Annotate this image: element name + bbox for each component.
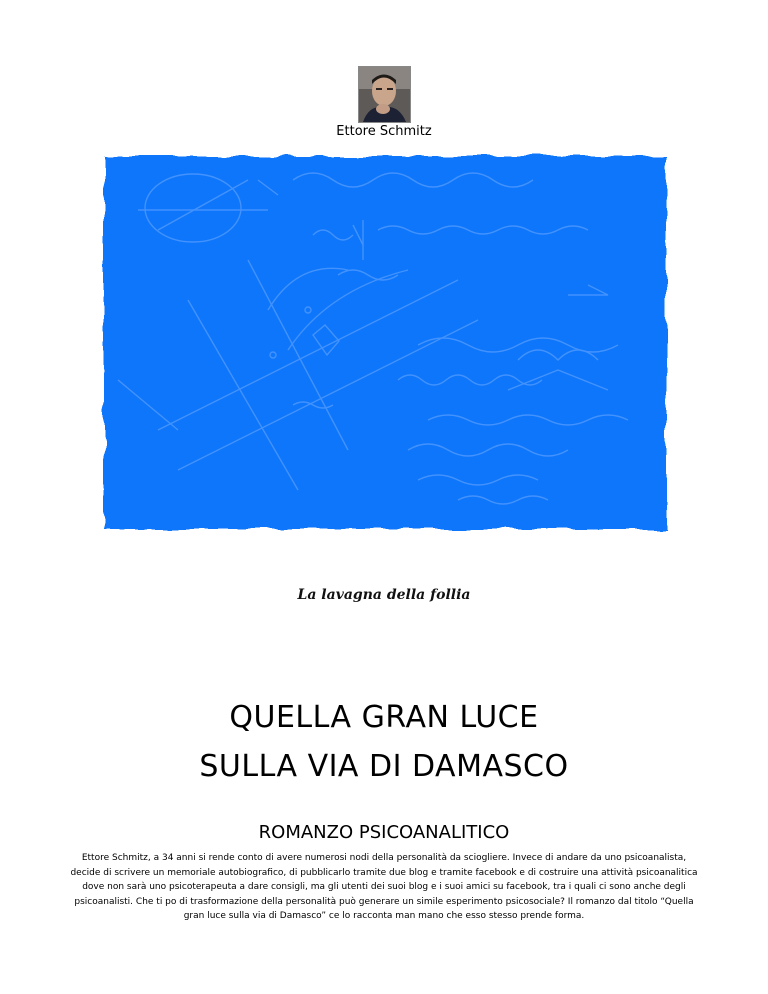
chalkboard-graphic bbox=[98, 150, 672, 535]
book-title-line-2: SULLA VIA DI DAMASCO bbox=[199, 749, 569, 784]
book-synopsis: Ettore Schmitz, a 34 anni si rende conto di avere numerosi nodi della personalità da sciogliere. Invece di andare da uno psicoanalista, decide di scrivere un memoriale autobiografico, di pubblicarlo tramite due blog e tramite facebook e di costruire una attività psicoanalitica dove non sarà uno psicoterapeuta a dare consigli, ma gli utenti dei suoi blog e i suoi amici su facebook, tra i quali ci sono anche degli psicoanalisti. Che ti po di trasformazione della personalità può generare un simile esperimento psicosociale? Il romanzo dal titolo “Quella gran luce sulla via di Damasco” ce lo racconta man mano che esso stesso prende forma. bbox=[70, 853, 698, 921]
book-subtitle: ROMANZO PSICOANALITICO bbox=[258, 822, 510, 843]
author-name: Ettore Schmitz bbox=[336, 124, 432, 139]
chalkboard-image bbox=[98, 150, 672, 535]
book-title-line-1: QUELLA GRAN LUCE bbox=[229, 700, 539, 735]
author-portrait-image bbox=[359, 67, 410, 122]
author-photo bbox=[358, 66, 411, 123]
image-caption: La lavagna della follia bbox=[297, 587, 471, 603]
